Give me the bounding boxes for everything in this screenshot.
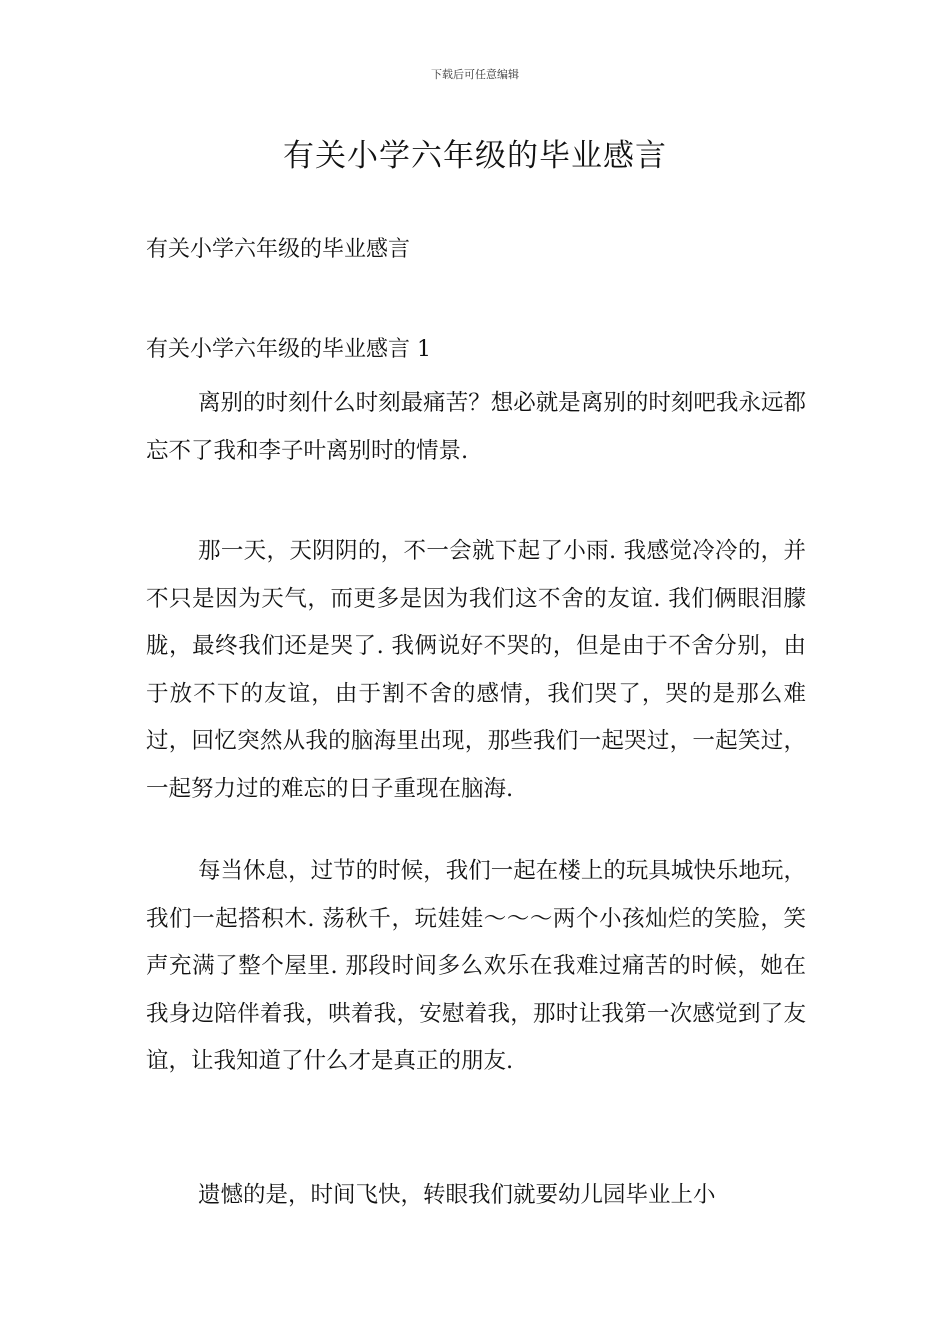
paragraph: 离别的时刻什么时刻最痛苦？想必就是离别的时刻吧我永远都忘不了我和李子叶离别时的情景. (146, 390, 806, 464)
header-note: 下载后可任意编辑 (431, 68, 519, 81)
document-subtitle: 有关小学六年级的毕业感言 (146, 237, 411, 262)
document-title: 有关小学六年级的毕业感言 (283, 138, 667, 174)
paragraph: 那一天，天阴阴的，不一会就下起了小雨. 我感觉冷冷的，并不只是因为天气，而更多是因为我们这不舍的友谊. 我们俩眼泪朦胧，最终我们还是哭了. 我俩说好不哭的，但是由于不舍分别，由于放不下的友谊，由于割不舍的感情，我们哭了，哭的是那么难过，回忆突然从我的脑海里出现，那些我们一起哭过，一起笑过，一起努力过的难忘的日子重现在脑海. (146, 538, 806, 802)
paragraph: 遗憾的是，时间飞快，转眼我们就要幼儿园毕业上小 (198, 1182, 716, 1208)
paragraph: 每当休息，过节的时候，我们一起在楼上的玩具城快乐地玩，我们一起搭积木. 荡秋千，玩娃娃～～～两个小孩灿烂的笑脸，笑声充满了整个屋里. 那段时间多么欢乐在我难过痛苦的时候，她在我身边陪伴着我，哄着我，安慰着我，那时让我第一次感觉到了友谊，让我知道了什么才是真正的朋友. (146, 858, 806, 1074)
section-heading: 有关小学六年级的毕业感言 1 (146, 337, 431, 362)
